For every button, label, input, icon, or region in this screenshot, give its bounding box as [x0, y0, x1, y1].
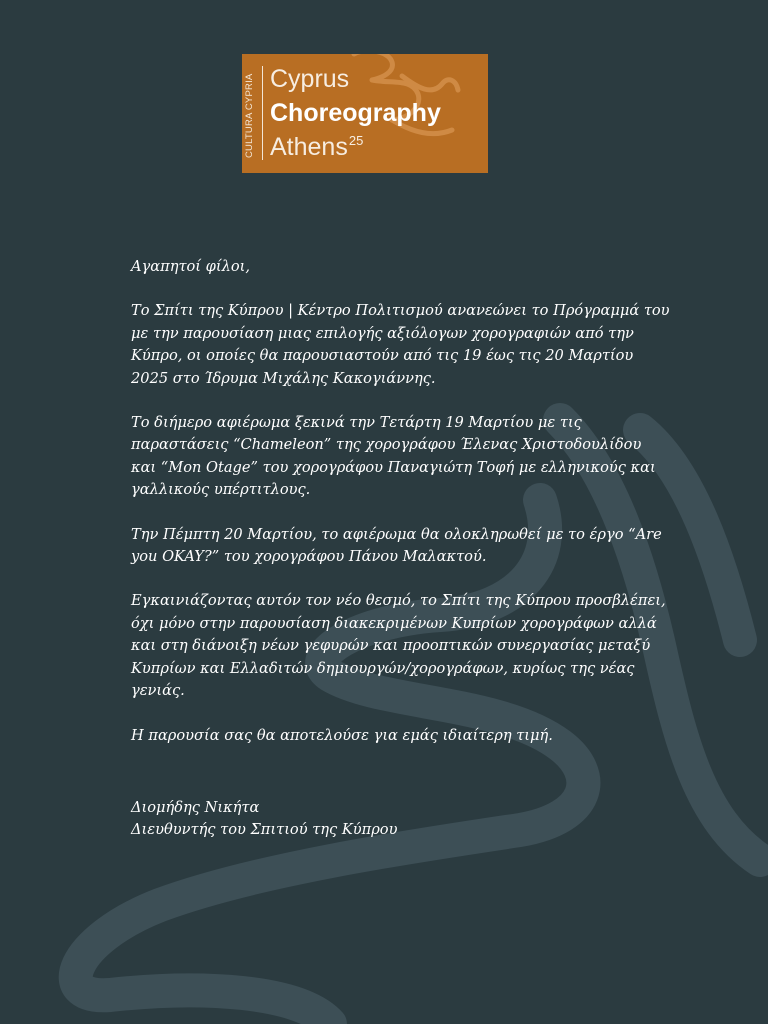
logo-divider — [262, 66, 263, 160]
letter-paragraph: Το διήμερο αφιέρωμα ξεκινά την Τετάρτη 19 Μαρτίου με τις παραστάσεις “Chameleon” της χορογράφου Έλενας Χριστοδουλίδου και “Mon Otage” του χορογράφου Παναγιώτη Τοφή με ελληνικούς και γαλλικούς υπέρτιτλους. — [131, 414, 656, 499]
letter-greeting: Αγαπητοί φίλοι, — [131, 258, 251, 275]
logo-year: 25 — [348, 133, 364, 148]
letter-body — [131, 256, 671, 769]
signature-name: Διομήδης Νικήτα — [131, 799, 260, 816]
logo-athens: Athens$^{25}$ — [270, 133, 364, 161]
logo-side-text: CULTURA CYPRIA — [244, 73, 255, 158]
signature-title: Διευθυντής του Σπιτιού της Κύπρου — [131, 821, 398, 839]
letter-paragraph: Την Πέμπτη 20 Μαρτίου, το αφιέρωμα θα ολοκληρωθεί με το έργο “Are you OKAY?” του χορογράφου Πάνου Μαλακτού. — [131, 525, 662, 566]
letter-paragraph: Εγκαινιάζοντας αυτόν τον νέο θεσμό, το Σπίτι της Κύπρου προσβλέπει, όχι μόνο στην παρουσίαση διακεκριμένων Κυπρίων χορογράφων αλλά και στη διάνοιξη νέων γεφυρών και προοπτικών συνεργασίας μεταξύ Κυπρίων και Ελλαδιτών δημιουργών/χορογράφων, κυρίως της νέας γενιάς. — [131, 592, 666, 700]
logo-choreography: Choreography — [270, 99, 441, 127]
signature-block — [131, 797, 397, 842]
cyprus-choreography-logo — [242, 54, 488, 173]
letter-paragraph: Η παρουσία σας θα αποτελούσε για εμάς ιδιαίτερη τιμή. — [131, 726, 553, 744]
letter-paragraph: Το Σπίτι της Κύπρου | Κέντρο Πολιτισμού ανανεώνει το Πρόγραμμά του με την παρουσίαση μιας επιλογής αξιόλογων χορογραφιών από την Κύπρο, οι οποίες θα παρουσιαστούν από τις 19 έως τις 20 Μαρτίου 2025 στο Ίδρυμα Μιχάλης Κακογιάννης. — [131, 302, 670, 387]
logo-cyprus: Cyprus — [270, 65, 350, 93]
